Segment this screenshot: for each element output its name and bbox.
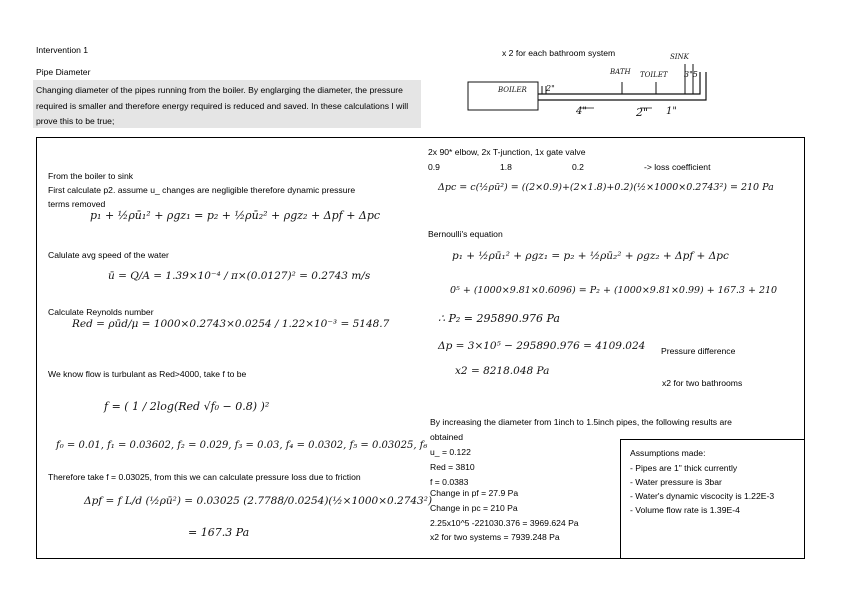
turbulent-heading: We know flow is turbulant as Red>4000, take f to be [48,369,247,379]
sketch-caption: x 2 for each bathroom system [502,48,616,58]
loss-coeff-tjunction: 1.8 [500,162,512,172]
length1-label: 4" [576,106,587,117]
bernoulli-equation-right: p₁ + ½ρū₁² + ρgz₁ = p₂ + ½ρū₂² + ρgz₂ + Δpf + Δpc [452,250,729,262]
sink-label: SINK [670,53,689,61]
bernoulli-heading: Bernoulli's equation [428,229,503,239]
p2-instruction: First calculate p2. assume u_ changes are negligible therefore dynamic pressure [48,185,356,195]
result-change-pc: Change in pc = 210 Pa [430,503,518,513]
avg-speed-equation: ū = Q/A = 1.39×10⁻⁴ / π×(0.0127)² = 0.2743 m/s [108,270,371,282]
assumption-item: - Water's dynamic viscocity is 1.22E-3 [630,491,775,501]
fittings-list: 2x 90* elbow, 2x T-junction, 1x gate valve [428,147,586,157]
loss-coeff-label: -> loss coefficient [644,162,711,172]
toilet-label: TOILET [640,71,668,79]
loss-coeff-valve: 0.2 [572,162,584,172]
p2-result: ∴ P₂ = 295890.976 Pa [438,312,560,325]
length3-label: 1" [666,106,677,117]
bernoulli-equation-left: p₁ + ½ρū₁² + ρgz₁ = p₂ + ½ρū₂² + ρgz₂ + Δpf + Δpc [90,209,381,222]
minor-loss-equation: Δpc = c(½ρū²) = ((2×0.9)+(2×1.8)+0.2)(½×1000×0.2743²) = 210 Pa [438,182,774,193]
boiler-label: BOILER [498,86,527,94]
result-velocity: u_ = 0.122 [430,447,471,457]
assumption-item: - Pipes are 1" thick currently [630,463,738,473]
assumption-item: - Volume flow rate is 1.39E-4 [630,505,740,515]
result-reynolds: Red = 3810 [430,462,475,472]
intro-text: Changing diameter of the pipes running from the boiler. By englarging the diameter, the pressure required is smaller and therefore energy required is reduced and saved. In these calculations I will prove this to be true; [36,85,409,126]
rise-left-label: 2" [546,84,555,93]
friction-loss-equation: Δpf = f L/d (½ρū²) = 0.03025 (2.7788/0.0254)(½×1000×0.2743²) [84,495,433,507]
pressure-difference-equation: Δp = 3×10⁵ − 295890.976 = 4109.024 [438,340,646,352]
increase-diameter-text: By increasing the diameter from 1inch to 1.5inch pipes, the following results are [430,417,732,427]
reynolds-heading: Calculate Reynolds number [48,307,154,317]
doubled-pressure: x2 = 8218.048 Pa [455,365,550,377]
assumptions-title: Assumptions made: [630,448,706,458]
length2-label: 2" [636,106,649,119]
pressure-difference-label: Pressure difference [661,346,736,356]
friction-factor-equation: f = ( 1 / 2log(Red √f₀ − 0.8) )² [104,400,270,413]
result-pressure-difference: 2.25x10^5 -221030.376 = 3969.624 Pa [430,518,579,528]
result-friction-factor: f = 0.0383 [430,477,469,487]
rise-right-label: 3"5 [684,70,698,79]
p2-instruction-cont: terms removed [48,199,106,209]
bernoulli-substitution: 0⁵ + (1000×9.81×0.6096) = P₂ + (1000×9.81×0.99) + 167.3 + 210 [450,285,778,296]
result-change-pf: Change in pf = 27.9 Pa [430,488,519,498]
result-two-systems: x2 for two systems = 7939.248 Pa [430,532,560,542]
assumption-item: - Water pressure is 3bar [630,477,722,487]
two-bathrooms-label: x2 for two bathrooms [662,378,743,388]
page-title: Intervention 1 [36,45,89,55]
avg-speed-heading: Calulate avg speed of the water [48,250,169,260]
boiler-sink-heading: From the boiler to sink [48,171,134,181]
increase-diameter-text-cont: obtained [430,432,463,442]
bath-label: BATH [610,68,631,76]
friction-iterations: f₀ = 0.01, f₁ = 0.03602, f₂ = 0.029, f₃ = 0.03, f₄ = 0.0302, f₅ = 0.03025, f₆ [56,440,428,451]
section-subtitle: Pipe Diameter [36,67,91,77]
loss-coeff-elbow: 0.9 [428,162,440,172]
friction-loss-result: = 167.3 Pa [188,526,250,539]
reynolds-equation: Red = ρūd/μ = 1000×0.2743×0.0254 / 1.22×10⁻³ = 5148.7 [72,318,390,330]
friction-loss-heading: Therefore take f = 0.03025, from this we can calculate pressure loss due to friction [48,472,361,482]
